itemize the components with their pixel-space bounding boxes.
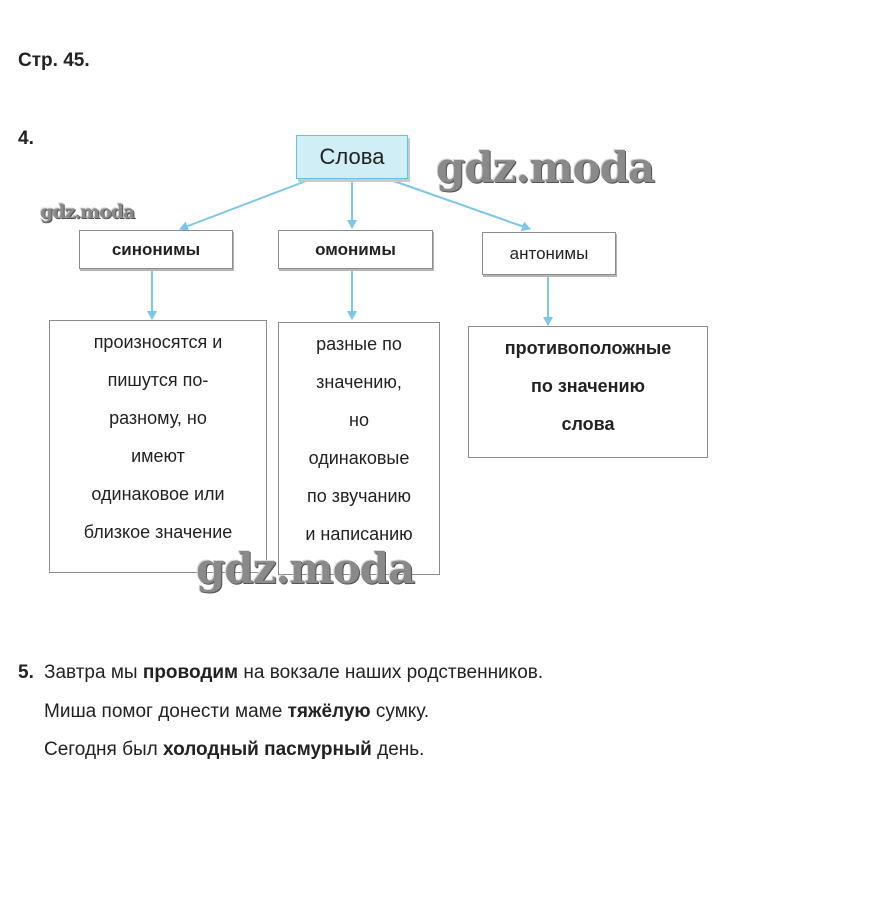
description-line: разные по [316, 334, 402, 354]
root-box-words: Слова [296, 135, 408, 179]
description-line: по звучанию [306, 486, 412, 506]
sentence-highlight: холодный пасмурный [163, 739, 372, 760]
description-synonyms [49, 320, 267, 573]
sentence-highlight: проводим [142, 662, 239, 683]
sentence-text: Сегодня был [44, 739, 164, 760]
task-5-number: 5. [18, 662, 34, 683]
task-4-number: 4. [18, 128, 34, 149]
watermark-logo: gdz.moda [40, 201, 135, 223]
arrow-root-to-synonyms [180, 178, 314, 229]
sentence-1 [44, 662, 543, 684]
description-line: слова [561, 414, 615, 434]
category-antonyms: антонимы [482, 232, 616, 275]
description-line: одинаковые [308, 448, 410, 468]
description-line: по значению [530, 376, 645, 396]
category-homonyms: омонимы [278, 230, 433, 269]
description-line: имеют [131, 446, 185, 466]
description-line: произносятся и [93, 332, 223, 352]
sentence-highlight: тяжёлую [287, 701, 371, 722]
description-line: и написанию [305, 524, 413, 544]
watermark-logo: gdz.moda [436, 143, 655, 192]
description-antonyms [468, 326, 708, 458]
description-line: одинаковое или [91, 484, 225, 504]
description-line: но [349, 410, 369, 430]
category-synonyms: синонимы [79, 230, 233, 269]
description-line: близкое значение [83, 522, 233, 542]
sentence-text: Миша помог донести маме [44, 701, 288, 722]
description-line: пишутся по- [107, 370, 209, 390]
sentence-text: сумку. [370, 701, 430, 722]
sentence-text: на вокзале наших родственников. [238, 662, 544, 683]
watermark-logo: gdz.moda [196, 544, 415, 593]
description-line: противоположные [504, 338, 672, 358]
description-homonyms [278, 322, 440, 575]
sentence-2 [44, 701, 429, 723]
sentence-text: день. [371, 739, 425, 760]
sentence-3 [44, 739, 424, 761]
description-line: разному, но [109, 408, 207, 428]
sentence-text: Завтра мы [44, 662, 143, 683]
page-reference: Стр. 45. [18, 50, 90, 71]
description-line: значению, [316, 372, 402, 392]
